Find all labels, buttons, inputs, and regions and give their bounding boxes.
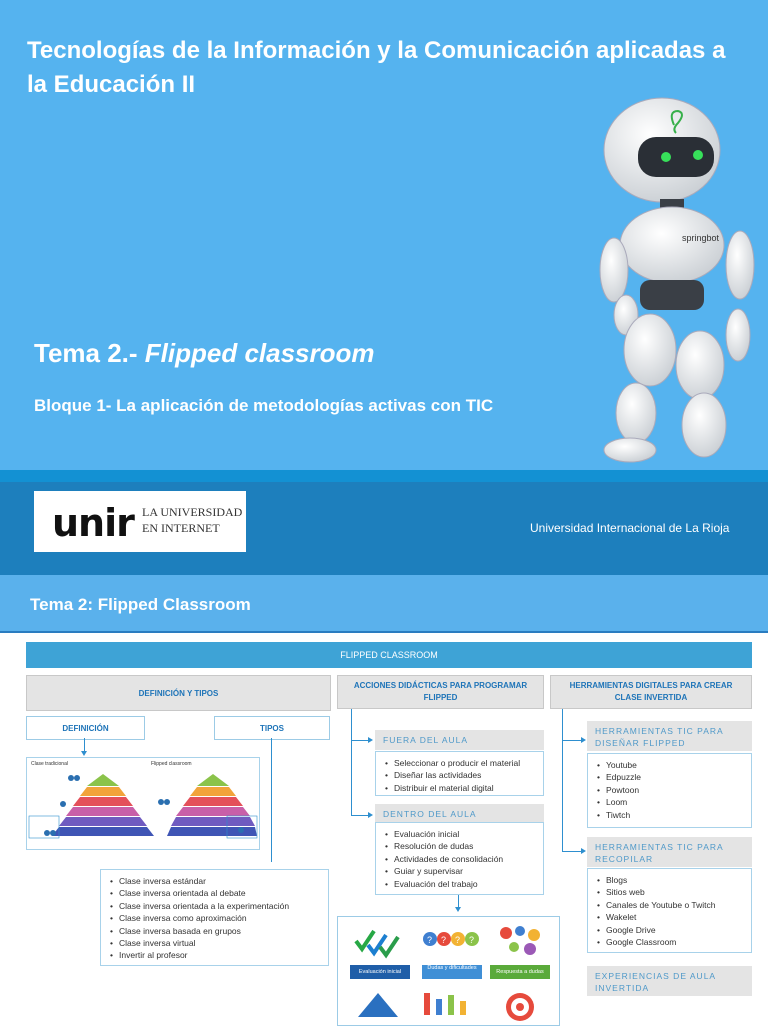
topic-prefix: Tema 2.- (34, 338, 145, 368)
list-item: • Loom (606, 796, 751, 808)
svg-text:?: ? (469, 935, 475, 945)
list-item: • Blogs (606, 874, 751, 886)
university-name: Universidad Internacional de La Rioja (530, 521, 730, 535)
list-item: • Powtoon (606, 784, 751, 796)
course-title: Tecnologías de la Información y la Comunicación aplicadas a la Educación II (27, 37, 726, 98)
fuera-list-box (375, 751, 544, 796)
list-item: • Resolución de dudas (394, 840, 543, 852)
flipped-classroom-banner: FLIPPED CLASSROOM (26, 642, 752, 668)
tipos-box: TIPOS (214, 716, 330, 740)
unir-logo-mark: unir (52, 501, 134, 545)
diseno-flipped-header: HERRAMIENTAS TIC PARA DISEÑAR FLIPPED (587, 721, 752, 751)
list-item: • Sitios web (606, 886, 751, 898)
fuera-del-aula-header: FUERA DEL AULA (375, 730, 544, 750)
list-item: • Tiwtch (606, 809, 751, 821)
in-class-activities-image (337, 916, 560, 1026)
bloom-pyramids-graphic (27, 758, 259, 849)
list-item: • Actividades de consolidación (394, 853, 543, 865)
tipos-list (101, 870, 328, 962)
recopilar-list-box (587, 868, 752, 953)
block-subtitle: Bloque 1- La aplicación de metodologías activas con TIC (34, 396, 494, 415)
list-item: • Google Drive (606, 924, 751, 936)
definicion-box: DEFINICIÓN (26, 716, 145, 740)
divider-strip (0, 470, 768, 482)
header-underline (0, 631, 768, 633)
arrow-down-icon (455, 907, 461, 912)
arrow-right-icon (368, 737, 373, 743)
list-item: • Google Classroom (606, 936, 751, 948)
list-item: • Diseñar las actividades (394, 769, 543, 781)
connector-line (562, 740, 582, 741)
list-item: • Wakelet (606, 911, 751, 923)
list-item: • Clase inversa orientada al debate (119, 887, 328, 899)
connector-line (562, 851, 582, 852)
svg-text:?: ? (455, 935, 461, 945)
pyramid-label-flipped: Flipped classroom (151, 761, 192, 767)
list-item: • Canales de Youtube o Twitch (606, 899, 751, 911)
caption-dudas: Dudas y dificultades (427, 965, 477, 971)
topic-italic: Flipped classroom (144, 338, 375, 368)
arrow-right-icon (368, 812, 373, 818)
list-item: • Youtube (606, 759, 751, 771)
springbot-robot-illustration (590, 95, 768, 475)
tipos-list-box (100, 869, 329, 966)
fuera-list (376, 752, 543, 794)
acciones-didacticas-box: ACCIONES DIDÁCTICAS PARA PROGRAMAR FLIPPED (337, 675, 544, 709)
list-item: • Seleccionar o producir el material (394, 757, 543, 769)
connector-line (458, 895, 459, 907)
logo-tagline-2: EN INTERNET (142, 521, 220, 535)
connector-line (351, 740, 369, 741)
robot-brand-label: springbot (682, 233, 720, 243)
connector-line (271, 738, 272, 862)
caption-evaluacion-inicial: Evaluación inicial (358, 969, 402, 975)
diseno-list (588, 754, 751, 821)
list-item: • Clase inversa orientada a la experimentación (119, 900, 328, 912)
svg-text:?: ? (441, 935, 447, 945)
definicion-tipos-box: DEFINICIÓN Y TIPOS (26, 675, 331, 711)
dentro-list (376, 823, 543, 890)
dentro-list-box (375, 822, 544, 895)
topic-title (34, 338, 375, 369)
list-item: • Clase inversa como aproximación (119, 912, 328, 924)
connector-line (84, 738, 85, 751)
list-item: • Clase inversa estándar (119, 875, 328, 887)
experiencias-header: EXPERIENCIAS DE AULA INVERTIDA (587, 966, 752, 996)
list-item: • Distribuir el material digital (394, 782, 543, 794)
recopilar-header: HERRAMIENTAS TIC PARA RECOPILAR (587, 837, 752, 867)
list-item: • Edpuzzle (606, 771, 751, 783)
arrow-right-icon (581, 848, 586, 854)
connector-line (351, 815, 369, 816)
logo-tagline-1: LA UNIVERSIDAD (142, 505, 243, 519)
list-item: • Clase inversa virtual (119, 937, 328, 949)
pyramid-comparison-diagram (26, 757, 260, 850)
list-item: • Invertir al profesor (119, 949, 328, 961)
caption-respuesta: Respuesta a dudas (496, 969, 544, 975)
list-item: • Guiar y supervisar (394, 865, 543, 877)
svg-text:?: ? (427, 935, 433, 945)
list-item: • Evaluación del trabajo (394, 878, 543, 890)
arrow-down-icon (81, 751, 87, 756)
herramientas-digitales-box: HERRAMIENTAS DIGITALES PARA CREAR CLASE INVERTIDA (550, 675, 752, 709)
list-item: • Clase inversa basada en grupos (119, 925, 328, 937)
list-item: • Evaluación inicial (394, 828, 543, 840)
pyramid-label-traditional: Clase tradicional (31, 761, 68, 767)
arrow-right-icon (581, 737, 586, 743)
connector-line (562, 709, 563, 851)
diseno-list-box (587, 753, 752, 828)
recopilar-list (588, 869, 751, 948)
unir-logo (34, 491, 246, 552)
dentro-del-aula-header: DENTRO DEL AULA (375, 804, 544, 824)
concept-map-slide (0, 575, 768, 1024)
connector-line (351, 709, 352, 815)
slide-title: Tema 2: Flipped Classroom (30, 595, 251, 614)
